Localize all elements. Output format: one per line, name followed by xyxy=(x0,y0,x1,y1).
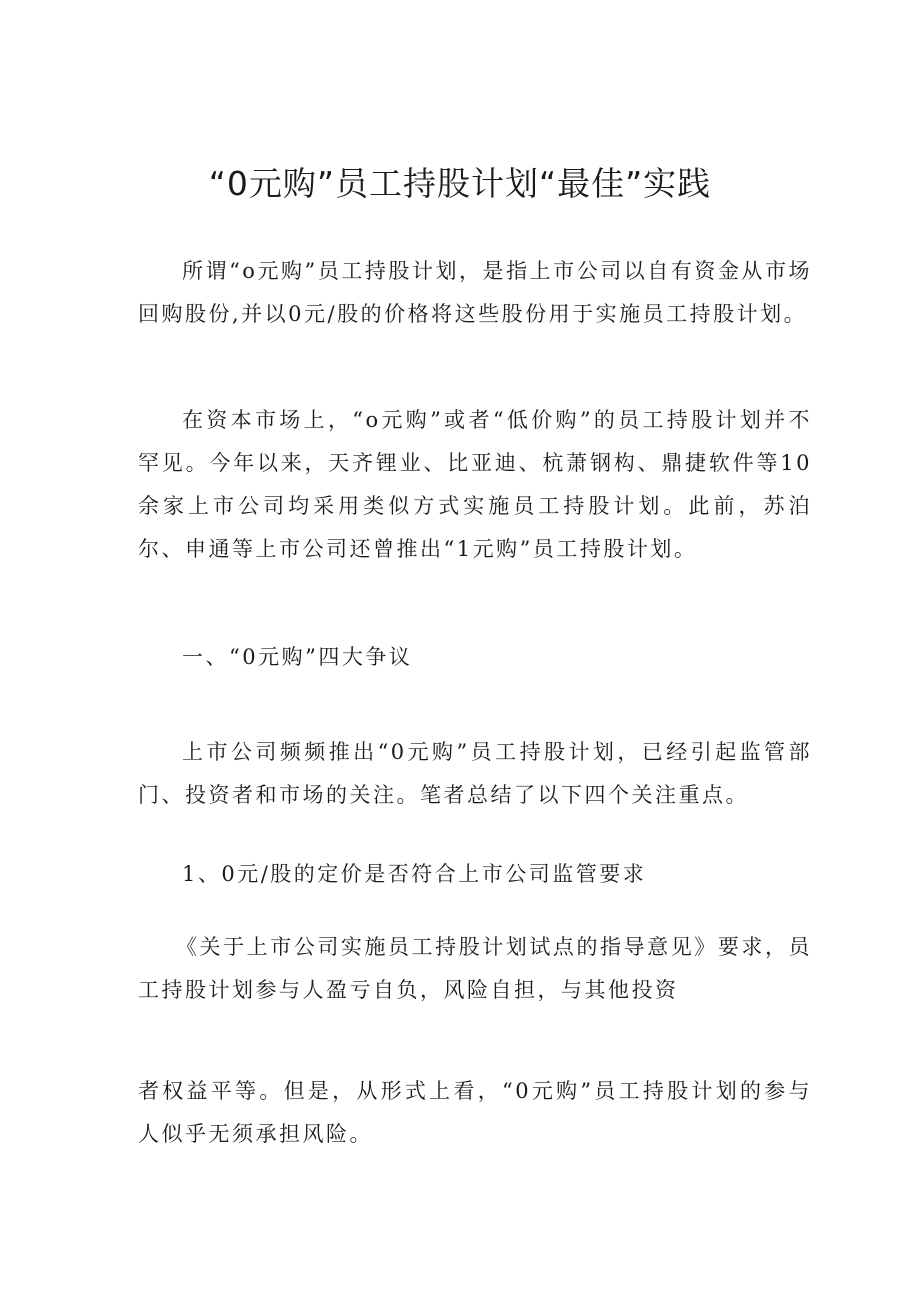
document-title: “0元购”员工持股计划“最佳”实践 xyxy=(208,164,712,203)
paragraph-definition: 所谓“o元购”员工持股计划，是指上市公司以自有资金从市场回购股份,并以0元/股的价格将这些股份用于实施员工持股计划。 xyxy=(138,259,812,326)
section-heading-controversies: 一、“0元购”四大争议 xyxy=(182,645,413,669)
paragraph-equal-rights: 者权益平等。但是，从形式上看，“0元购”员工持股计划的参与人似乎无须承担风险。 xyxy=(138,1079,812,1146)
subheading-pricing-compliance: 1、0元/股的定价是否符合上市公司监管要求 xyxy=(182,862,647,886)
paragraph-market-context: 在资本市场上，“o元购”或者“低价购”的员工持股计划并不罕见。今年以来，天齐锂业、比亚迪、杭萧钢构、鼎捷软件等10余家上市公司均采用类似方式实施员工持股计划。此前，苏泊尔、申通等上市公司还曾推出“1元购”员工持股计划。 xyxy=(138,408,812,561)
paragraph-attention: 上市公司频频推出“0元购”员工持股计划，已经引起监管部门、投资者和市场的关注。笔者总结了以下四个关注重点。 xyxy=(138,740,812,807)
paragraph-guidance-requirement: 《关于上市公司实施员工持股计划试点的指导意见》要求，员工持股计划参与人盈亏自负，风险自担，与其他投资 xyxy=(138,935,812,1002)
